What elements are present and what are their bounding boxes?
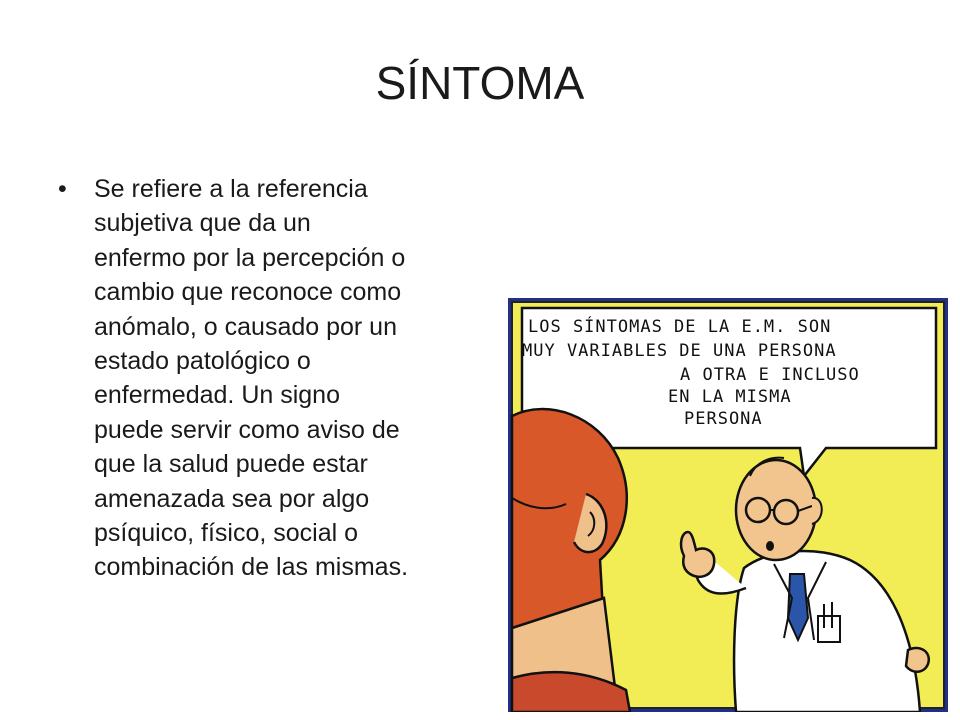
bullet-line: subjetiva que da un — [94, 209, 311, 238]
bubble-line: EN LA MISMA — [668, 387, 792, 407]
bullet-line: cambio que reconoce como — [94, 278, 402, 307]
bullet-icon: • — [58, 175, 67, 203]
bullet-line: que la salud puede estar — [94, 450, 368, 479]
bullet-line: estado patológico o — [94, 347, 311, 376]
bullet-line: psíquico, físico, social o — [94, 519, 359, 548]
bullet-line: combinación de las mismas. — [94, 553, 409, 582]
bullet-paragraph — [94, 172, 494, 585]
bubble-line: PERSONA — [684, 409, 763, 429]
bubble-line: MUY VARIABLES DE UNA PERSONA — [522, 341, 837, 361]
bullet-line: amenazada sea por algo — [94, 484, 370, 513]
bullet-line: Se refiere a la referencia — [94, 175, 368, 203]
cartoon-illustration — [508, 298, 948, 712]
bullet-line: enfermedad. Un signo — [94, 381, 340, 410]
bubble-line: A OTRA E INCLUSO — [680, 365, 860, 385]
bullet-line: puede servir como aviso de — [94, 415, 400, 444]
bubble-line: LOS SÍNTOMAS DE LA E.M. SON — [528, 317, 832, 337]
bullet-line: enfermo por la percepción o — [94, 243, 406, 272]
bullet-line: anómalo, o causado por un — [94, 312, 397, 341]
slide-title: SÍNTOMA — [375, 57, 585, 109]
